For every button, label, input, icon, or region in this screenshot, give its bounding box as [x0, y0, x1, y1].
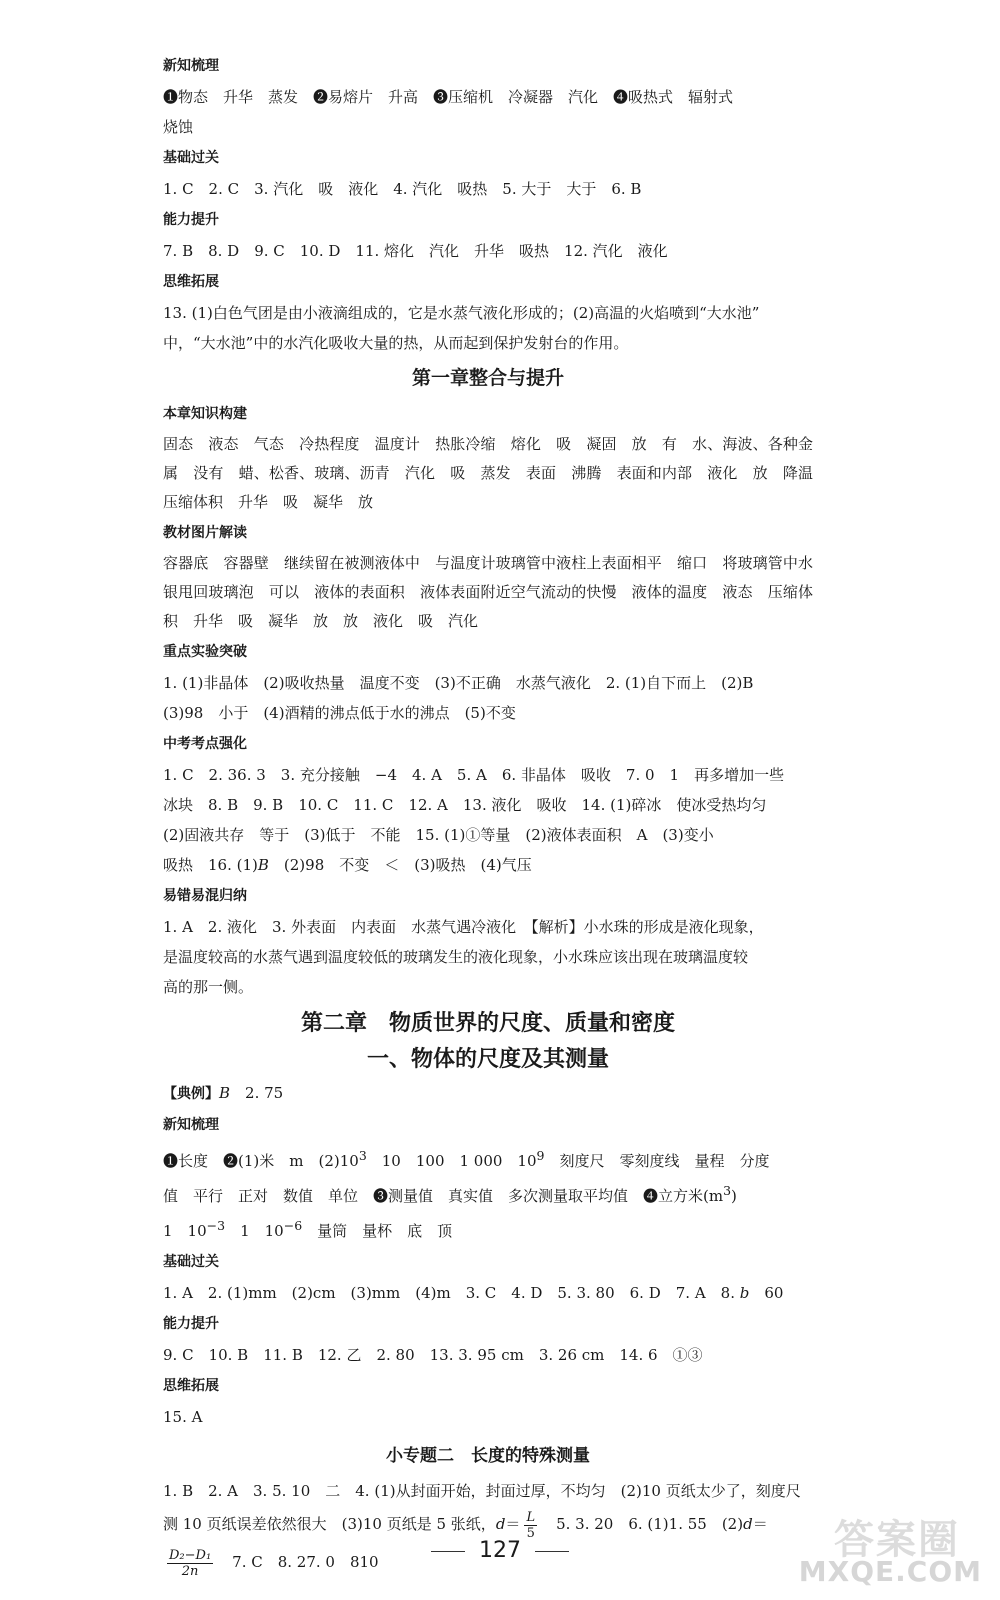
text-line: 1. C 2. 36. 3 3. 充分接触 −4 4. A 5. A 6. 非晶体 吸收 7. 0 1 再多增加一些 [163, 766, 785, 784]
text-line: 中，“大水池”中的水汽化吸收大量的热，从而起到保护发射台的作用。 [163, 334, 629, 352]
text-line: 高的那一侧。 [163, 978, 254, 996]
text-line: 1. (1)非晶体 (2)吸收热量 温度不变 (3)不正确 水蒸气液化 2. (1)自下而上 (2)B [163, 674, 754, 692]
text-line: (2)固液共存 等于 (3)低于 不能 15. (1)①等量 (2)液体表面积 A (3)变小 [163, 826, 714, 844]
text-line: 值 平行 正对 数值 单位 ❸测量值 真实值 多次测量取平均值 ❹立方米$(m^3)$ [163, 1183, 737, 1205]
heading-textbook-images: 教材图片解读 [163, 524, 247, 541]
text-line: 1. A 2. (1)mm (2)cm (3)mm (4)m 3. C 4. D 5. 3. 80 6. D 7. A 8. b 60 [163, 1284, 784, 1302]
text-line: 测 10 页纸误差依然很大 (3)10 页纸是 5 张纸，d＝ $\frac{L}{5}$ 5. 3. 20 6. (1)1. 55 (2)d＝ [163, 1509, 768, 1541]
watermark [762, 1508, 982, 1588]
text-line: 9. C 10. B 11. B 12. 乙 2. 80 13. 3. 95 cm 3. 26 cm 14. 6 ①③ [163, 1346, 703, 1364]
chapter-2-title: 第二章 物质世界的尺度、质量和密度 [300, 1011, 675, 1036]
heading-basic-2: 基础过关 [163, 1253, 219, 1270]
chapter-summary-title: 第一章整合与提升 [411, 367, 564, 389]
watermark-url: MXQE.COM [798, 1555, 982, 1588]
text-line: (3)98 小于 (4)酒精的沸点低于水的沸点 (5)不变 [163, 704, 516, 722]
fraction: $\frac{L}{5}$ [526, 1509, 536, 1541]
example-line: 【典例】B 2. 75 [163, 1084, 284, 1102]
text-line: 是温度较高的水蒸气遇到温度较低的玻璃发生的液化现象，小水珠应该出现在玻璃温度较 [163, 948, 749, 966]
special-topic-title: 小专题二 长度的特殊测量 [386, 1446, 590, 1466]
text-line: $\frac{\text{D₂−D₁}}{2n}$ 7. C 8. 27. 0 810 [169, 1547, 379, 1579]
text-line: ❶长度 ❷(1)米 m $(2)10^3$ 10 100 1 000 $10^9$ 刻度尺 零刻度线 量程 分度 [163, 1148, 770, 1170]
text-line: 15. A [163, 1408, 203, 1426]
heading-knowledge-structure: 本章知识构建 [163, 405, 247, 422]
paragraph: 固态 液态 气态 冷热程度 温度计 热胀冷缩 熔化 吸 凝固 放 有 水、海波、各种金属 没有 蜡、松香、玻璃、沥青 汽化 吸 蒸发 表面 沸腾 表面和内部 液化 放 降温 压缩体积 升华 吸 凝华 放 [163, 435, 829, 511]
heading-thinking: 思维拓展 [163, 273, 219, 290]
page-number-dash [431, 1551, 465, 1552]
text-line: 冰块 8. B 9. B 10. C 11. C 12. A 13. 液化 吸收 14. (1)碎冰 使冰受热均匀 [163, 796, 767, 814]
paragraph: 容器底 容器壁 继续留在被测液体中 与温度计玻璃管中液柱上表面相平 缩口 将玻璃管中水银甩回玻璃泡 可以 液体的表面积 液体表面附近空气流动的快慢 液体的温度 液态 压缩体积 升华 吸 凝华 放 放 液化 吸 汽化 [163, 554, 813, 630]
text-line: 1. C 2. C 3. 汽化 吸 液化 4. 汽化 吸热 5. 大于 大于 6. B [163, 180, 642, 198]
text-line: ❶物态 升华 蒸发 ❷易熔片 升高 ❸压缩机 冷凝器 汽化 ❹吸热式 辐射式 [163, 88, 734, 106]
heading-new-knowledge-2: 新知梳理 [163, 1116, 219, 1133]
text-line: 1. A 2. 液化 3. 外表面 内表面 水蒸气遇冷液化 【解析】小水珠的形成是液化现象， [163, 918, 764, 936]
text-line: 1 $10^{-3}$ 1 $10^{-6}$ 量筒 量杯 底 顶 [163, 1218, 453, 1240]
heading-common-errors: 易错易混归纳 [163, 887, 247, 904]
text-line: 吸热 16. (1)B (2)98 不变 ＜ (3)吸热 (4)气压 [163, 856, 532, 874]
section-title: 一、物体的尺度及其测量 [366, 1047, 609, 1072]
answer-page [163, 50, 829, 1582]
page-number-dash [535, 1551, 569, 1552]
heading-ability-2: 能力提升 [163, 1315, 219, 1332]
page-number: 127 [0, 1538, 1000, 1563]
heading-key-experiments: 重点实验突破 [163, 643, 247, 660]
heading-basic: 基础过关 [163, 149, 219, 166]
heading-new-knowledge: 新知梳理 [163, 57, 219, 74]
watermark-logo: 答案圈 [834, 1517, 960, 1563]
fraction: $\frac{\text{D₂−D₁}}{2n}$ [169, 1547, 212, 1579]
text-line: 13. (1)白色气团是由小液滴组成的，它是水蒸气液化形成的；(2)高温的火焰喷到“大水池” [163, 304, 760, 322]
text-line: 烧蚀 [163, 118, 194, 136]
text-line: 7. B 8. D 9. C 10. D 11. 熔化 汽化 升华 吸热 12. 汽化 液化 [163, 242, 668, 260]
heading-ability: 能力提升 [163, 211, 219, 228]
text-line: 1. B 2. A 3. 5. 10 二 4. (1)从封面开始，封面过厚，不均匀 (2)10 页纸太少了，刻度尺 [163, 1482, 801, 1500]
heading-thinking-2: 思维拓展 [163, 1377, 219, 1394]
heading-exam-points: 中考考点强化 [163, 735, 247, 752]
